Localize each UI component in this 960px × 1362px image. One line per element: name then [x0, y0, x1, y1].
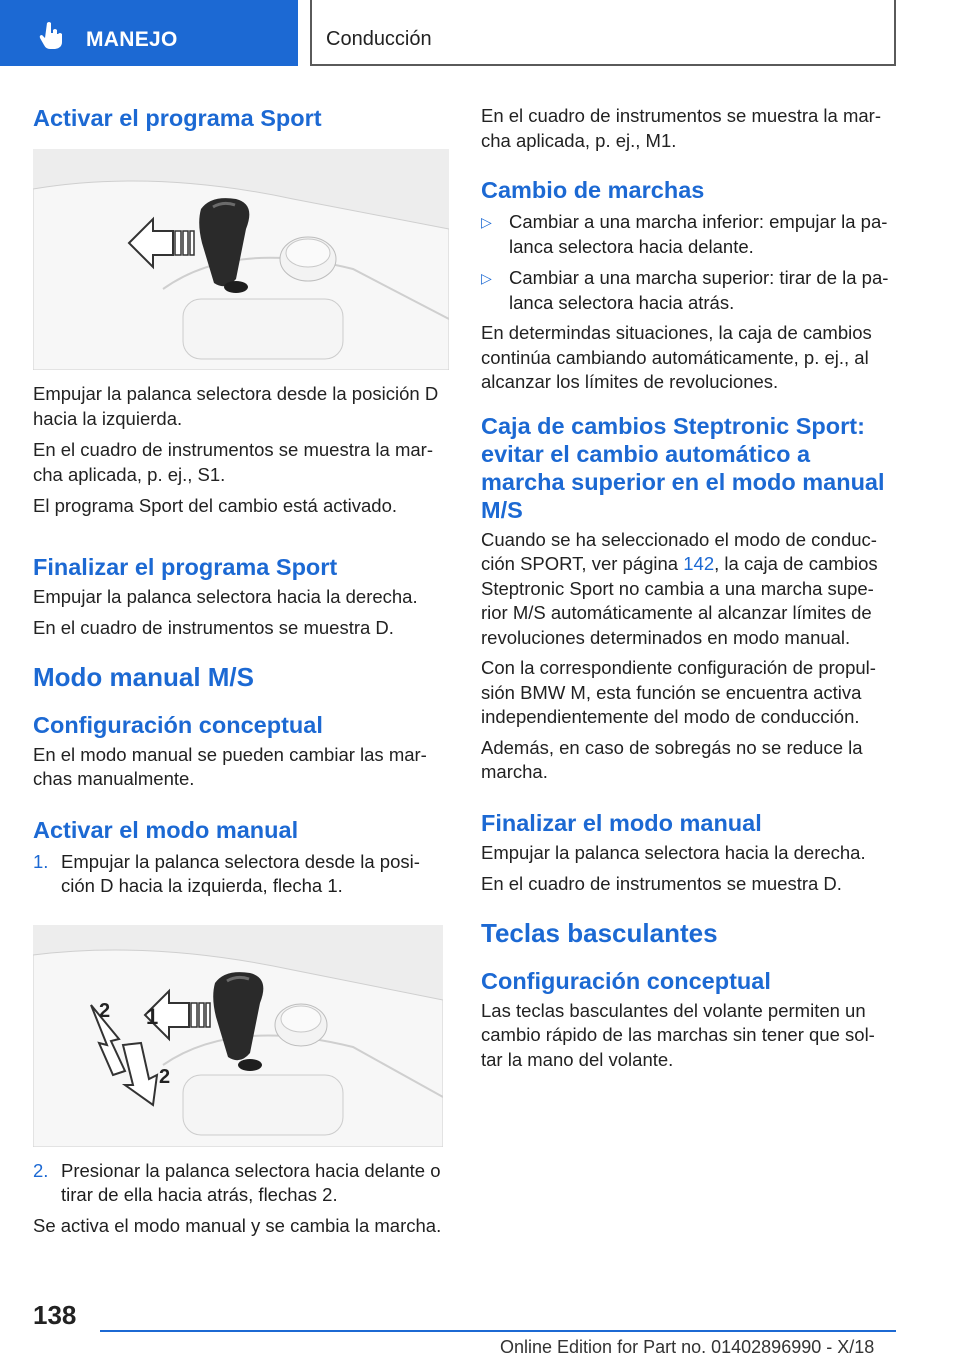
heading-end-manual: Finalizar el modo manual	[481, 809, 762, 836]
paragraph: En el cuadro de instrumentos se muestra la mar‐cha aplicada, p. ej., S1.	[33, 439, 433, 485]
footer-divider	[100, 1330, 896, 1332]
figure-gear-selector-manual	[33, 925, 443, 1147]
arrow-label-2: 2	[99, 999, 111, 1022]
gear-selector-illustration	[33, 149, 449, 370]
paragraph: El programa Sport del cambio está activado.	[33, 495, 398, 516]
bullet-triangle-icon: ▷	[481, 214, 492, 230]
step-text: Empujar la palanca selectora desde la posi‐ción D hacia la izquierda, flecha 1.	[61, 850, 420, 896]
list-item	[481, 266, 896, 315]
right-column	[481, 96, 896, 1072]
heading-concept: Configuración conceptual	[33, 711, 323, 738]
footer-edition: Online Edition for Part no. 01402896990 - X/18	[500, 1337, 875, 1357]
heading-end-sport: Finalizar el programa Sport	[33, 553, 338, 580]
paragraph-text: , la caja de cambios Steptronic Sport no cambia a una marcha supe‐rior M/S automáticamente al alcanzar límites de revoluciones determinados en modo manual.	[481, 553, 878, 648]
paragraph: En el cuadro de instrumentos se muestra D.	[33, 617, 394, 638]
paragraph: Empujar la palanca selectora hacia la derecha.	[481, 841, 866, 863]
paragraph: En el cuadro de instrumentos se muestra la mar‐cha aplicada, p. ej., M1.	[481, 105, 881, 151]
left-column	[33, 96, 449, 1238]
heading-activate-manual: Activar el modo manual	[33, 816, 299, 843]
gear-selector-manual-illustration	[33, 925, 443, 1147]
paragraph	[481, 528, 896, 651]
step-number: 1.	[33, 850, 49, 872]
bullet-triangle-icon: ▷	[481, 270, 492, 286]
page-number: 138	[33, 1300, 77, 1330]
step-text: Presionar la palanca selectora hacia delante o tirar de ella hacia atrás, flechas 2.	[61, 1159, 441, 1205]
paragraph: En el cuadro de instrumentos se muestra D.	[481, 873, 842, 894]
section-tab[interactable]	[0, 0, 298, 66]
step-item	[33, 850, 449, 899]
section-label: MANEJO	[86, 28, 178, 51]
hand-pointer-icon	[36, 20, 66, 50]
list-item-text: Cambiar a una marcha superior: tirar de la pa‐lanca selectora hacia atrás.	[509, 267, 889, 313]
chapter-label: Conducción	[326, 28, 432, 50]
heading-concept: Configuración conceptual	[481, 967, 771, 994]
list-item	[481, 210, 896, 259]
paragraph-text: Cuando se ha seleccionado el modo de conduc‐ción SPORT, ver página	[481, 528, 877, 574]
paragraph: Empujar la palanca selectora hacia la derecha.	[33, 585, 418, 607]
figure-gear-selector-sport	[33, 149, 449, 370]
heading-gear-change: Cambio de marchas	[481, 177, 705, 203]
paragraph: Además, en caso de sobregás no se reduce la marcha.	[481, 736, 863, 782]
paragraph: En determindas situaciones, la caja de cambios continúa cambiando automáticamente, p. ej., al alcanzar los límites de revoluciones.	[481, 322, 872, 392]
step-number: 2.	[33, 1159, 49, 1181]
paragraph: Con la correspondiente configuración de propul‐sión BMW M, esta función se encuentra activa independientemente del modo de conducción.	[481, 657, 876, 727]
heading-manual-mode: Modo manual M/S	[33, 661, 254, 692]
paragraph: En el modo manual se pueden cambiar las mar‐chas manualmente.	[33, 743, 427, 789]
heading-steptronic: Caja de cambios Steptronic Sport: evitar el cambio automático a marcha superior en el modo manual M/S	[481, 412, 885, 523]
page-header	[0, 0, 960, 66]
paragraph: Se activa el modo manual y se cambia la marcha.	[33, 1214, 442, 1236]
arrow-label-1: 1	[146, 1003, 159, 1029]
arrow-label-2: 2	[159, 1065, 171, 1088]
heading-paddles: Teclas basculantes	[481, 917, 718, 948]
heading-activate-sport: Activar el programa Sport	[33, 105, 322, 131]
list-item-text: Cambiar a una marcha inferior: empujar la pa‐lanca selectora hacia delante.	[509, 211, 888, 257]
chapter-box	[310, 0, 896, 66]
page-link[interactable]: 142	[683, 553, 715, 574]
paragraph: Las teclas basculantes del volante permiten un cambio rápido de las marchas sin tener que sol‐tar la mano del volante.	[481, 999, 875, 1070]
paragraph: Empujar la palanca selectora desde la posición D hacia la izquierda.	[33, 383, 439, 429]
step-item	[33, 1159, 449, 1208]
